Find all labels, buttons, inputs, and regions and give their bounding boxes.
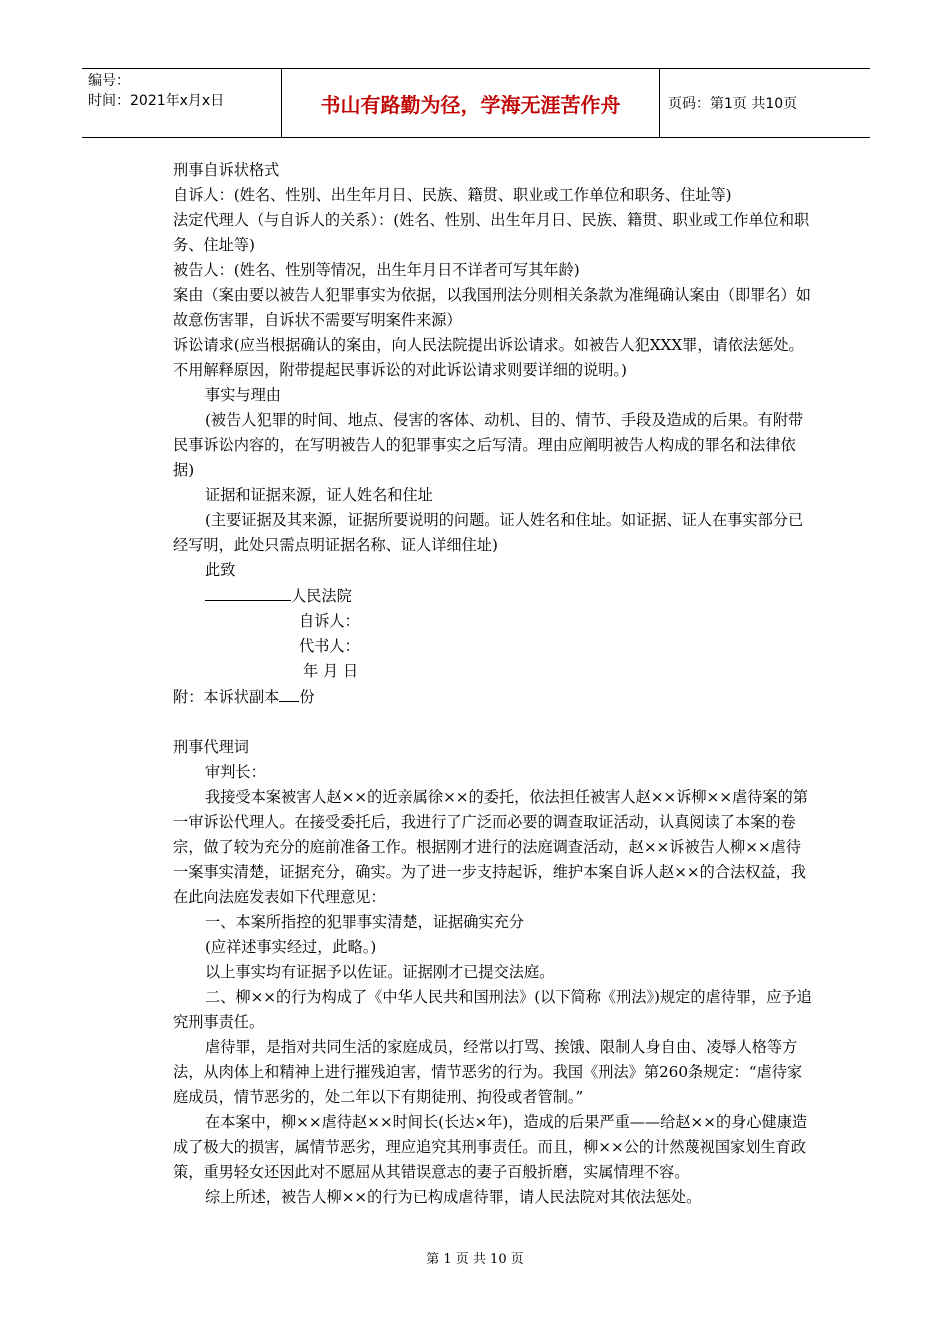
line-defendant: 被告人：(姓名、性别等情况，出生年月日不详者可写其年龄) — [173, 261, 580, 279]
paragraph-conclusion: 综上所述，被告人柳××的行为已构成虐待罪，请人民法院对其依法惩处。 — [205, 1188, 702, 1206]
line-evidence-submitted: 以上事实均有证据予以佐证。证据刚才已提交法庭。 — [205, 963, 555, 981]
document-time-label: 时间：2021年x月x日 — [88, 93, 225, 109]
section-title-complaint: 刑事自诉状格式 — [173, 161, 280, 179]
signature-writer: 代书人： — [299, 637, 360, 655]
paragraph-intro: 我接受本案被害人赵××的近亲属徐××的委托，依法担任被害人赵××诉柳××虐待案的第一审诉讼代理人。在接受委托后，我进行了广泛而必要的调查取证活动，认真阅读了本案的卷宗，做了较为充分的庭前准备工作。根据刚才进行的法庭调查活动，赵××诉被告人柳××虐待一案事实清楚，证据充分，确实。为了进一步支持起诉，维护本案自诉人赵××的合法权益，我在此向法庭发表如下代理意见： — [173, 788, 808, 906]
line-claims: 诉讼请求(应当根据确认的案由，向人民法院提出诉讼请求。如被告人犯XXX罪，请依法惩处。不用解释原因，附带提起民事诉讼的对此诉讼请求则要详细的说明。) — [173, 336, 804, 379]
heading-facts-reasons: 事实与理由 — [205, 386, 281, 404]
attachment-label: 附：本诉状副本 — [173, 688, 280, 706]
section-title-agency: 刑事代理词 — [173, 738, 249, 756]
header-page-info: 页码：第1页 共10页 — [668, 96, 798, 112]
document-body — [173, 158, 813, 1210]
heading-point-one: 一、本案所指控的犯罪事实清楚，证据确实充分 — [205, 913, 524, 931]
paragraph-definition: 虐待罪，是指对共同生活的家庭成员，经常以打骂、挨饿、限制人身自由、凌辱人格等方法，从肉体上和精神上进行摧残迫害，情节恶劣的行为。我国《刑法》第260条规定：“虐待家庭成员，情节恶劣的，处二年以下有期徒刑、拘役或者管制。” — [173, 1038, 803, 1106]
page-footer: 第 1 页 共 10 页 — [426, 1252, 524, 1267]
paragraph-facts: (被告人犯罪的时间、地点、侵害的客体、动机、目的、情节、手段及造成的后果。有附带民事诉讼内容的，在写明被告人的犯罪事实之后写清。理由应阐明被告人构成的罪名和法律依据) — [173, 411, 804, 479]
header-motto: 书山有路勤为径，学海无涯苦作舟 — [282, 69, 660, 137]
line-plaintiff: 自诉人：(姓名、性别、出生年月日、民族、籍贯、职业或工作单位和职务、住址等) — [173, 186, 732, 204]
line-cause: 案由（案由要以被告人犯罪事实为依据，以我国刑法分则相关条款为准绳确认案由（即罪名）如故意伤害罪，自诉状不需要写明案件来源） — [173, 286, 811, 329]
court-label: 人民法院 — [291, 587, 352, 605]
page-header — [82, 68, 870, 138]
signature-plaintiff: 自诉人： — [299, 612, 360, 630]
document-number-label: 编号： — [88, 73, 130, 89]
line-address-judge: 审判长： — [205, 763, 266, 781]
line-salutation: 此致 — [205, 561, 236, 579]
line-omitted: (应祥述事实经过，此略。) — [205, 938, 377, 956]
section-gap — [173, 710, 813, 735]
court-name-blank — [205, 583, 291, 601]
header-meta — [82, 69, 282, 137]
copies-blank — [279, 684, 299, 702]
paragraph-case: 在本案中，柳××虐待赵××时间长(长达×年)，造成的后果严重——给赵××的身心健康造成了极大的损害，属情节恶劣，理应追究其刑事责任。而且，柳××公的计然蔑视国家划生育政策，重男轻女还因此对不愿屈从其错误意志的妻子百般折磨，实属情理不容。 — [173, 1113, 808, 1181]
heading-point-two: 二、柳××的行为构成了《中华人民共和国刑法》(以下简称《刑法》)规定的虐待罪，应予追究刑事责任。 — [173, 988, 812, 1031]
heading-evidence: 证据和证据来源，证人姓名和住址 — [205, 486, 433, 504]
paragraph-evidence: (主要证据及其来源，证据所要说明的问题。证人姓名和住址。如证据、证人在事实部分已经写明，此处只需点明证据名称、证人详细住址) — [173, 511, 804, 554]
line-legal-agent: 法定代理人（与自诉人的关系）：(姓名、性别、出生年月日、民族、籍贯、职业或工作单位和职务、住址等) — [173, 211, 810, 254]
line-court — [173, 583, 813, 609]
attachment-unit: 份 — [299, 688, 315, 706]
line-attachment — [173, 684, 813, 710]
signature-date: 年 月 日 — [303, 662, 359, 680]
